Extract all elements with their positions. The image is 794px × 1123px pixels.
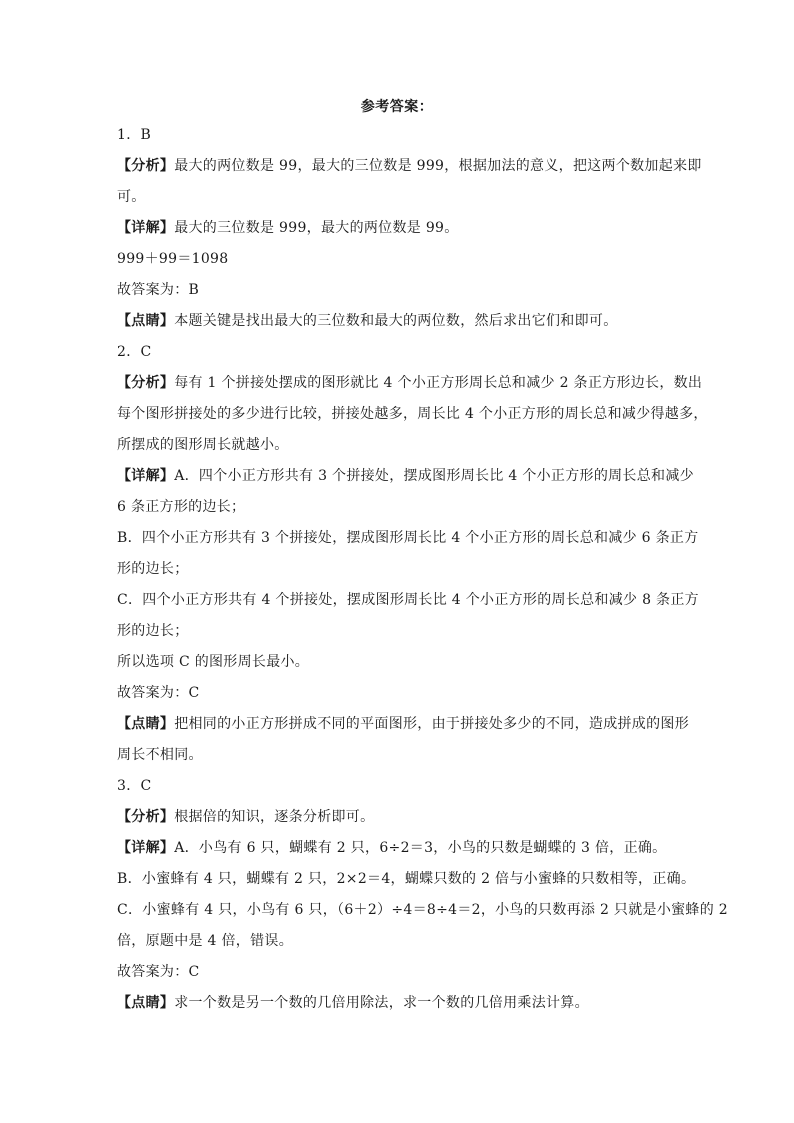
line-text: C．小蜜蜂有 4 只，小鸟有 6 只，（6＋2）÷4＝8÷4＝2，小鸟的只数再添 2 只就是小蜜蜂的 2 — [117, 902, 728, 918]
line-text: A．小鸟有 6 只，蝴蝶有 2 只，6÷2＝3，小鸟的只数是蝴蝶的 3 倍，正确。 — [174, 840, 667, 856]
line-text: 所摆成的图形周长就越小。 — [117, 437, 289, 453]
line-text: 故答案为：C — [117, 685, 200, 701]
text-line — [117, 461, 694, 492]
line-text: 形的边长； — [117, 561, 189, 577]
text-line — [117, 244, 682, 275]
line-text: B．四个小正方形共有 3 个拼接处，摆成图形周长比 4 个小正方形的周长总和减少 6 条正方 — [117, 530, 699, 546]
line-text: 故答案为：B — [117, 282, 200, 298]
text-line — [117, 492, 682, 523]
section-tag: 【分析】 — [117, 158, 175, 174]
text-line — [117, 399, 708, 430]
line-text: C．四个小正方形共有 4 个拼接处，摆成图形周长比 4 个小正方形的周长总和减少 8 条正方 — [117, 592, 699, 608]
line-text: 周长不相同。 — [117, 747, 203, 763]
line-text: 形的边长； — [117, 623, 189, 639]
line-text: 最大的三位数是 999，最大的两位数是 99。 — [174, 220, 459, 236]
text-line — [117, 740, 682, 771]
text-line — [117, 771, 682, 802]
section-tag: 【详解】 — [117, 468, 175, 484]
line-text: 可。 — [117, 189, 146, 205]
text-line — [117, 709, 690, 740]
text-line — [117, 182, 682, 213]
line-text: 根据倍的知识，逐条分析即可。 — [174, 809, 375, 825]
text-line — [117, 151, 702, 182]
line-text: 倍，原题中是 4 倍，错误。 — [117, 933, 294, 949]
text-line — [117, 988, 682, 1019]
text-line — [117, 306, 682, 337]
text-line — [117, 585, 699, 616]
line-text: 本题关键是找出最大的三位数和最大的两位数，然后求出它们和即可。 — [174, 313, 618, 329]
text-line — [117, 430, 682, 461]
line-text: 故答案为：C — [117, 964, 200, 980]
section-tag: 【详解】 — [117, 220, 175, 236]
section-tag: 【分析】 — [117, 375, 175, 391]
text-line — [117, 337, 682, 368]
text-line — [117, 275, 682, 306]
text-line — [117, 120, 682, 151]
page-title: 参考答案： — [360, 99, 434, 115]
line-text: 1．B — [117, 127, 152, 143]
text-line — [117, 678, 682, 709]
text-line — [117, 523, 699, 554]
line-text: 每个图形拼接处的多少进行比较，拼接处越多，周长比 4 个小正方形的周长总和减少得越多， — [117, 406, 708, 422]
text-line — [117, 368, 703, 399]
line-text: 最大的两位数是 99，最大的三位数是 999，根据加法的意义，把这两个数加起来即 — [174, 158, 702, 174]
text-line — [117, 895, 728, 926]
line-text: 999＋99＝1098 — [117, 251, 229, 267]
answer-content — [117, 120, 728, 1019]
text-line — [117, 616, 682, 647]
line-text: 每有 1 个拼接处摆成的图形就比 4 个小正方形周长总和减少 2 条正方形边长，数出 — [174, 375, 703, 391]
line-text: 所以选项 C 的图形周长最小。 — [117, 654, 310, 670]
section-tag: 【详解】 — [117, 840, 175, 856]
line-text: 2．C — [117, 344, 152, 360]
line-text: 求一个数是另一个数的几倍用除法，求一个数的几倍用乘法计算。 — [174, 995, 589, 1011]
line-text: 3．C — [117, 778, 152, 794]
line-text: B．小蜜蜂有 4 只，蝴蝶有 2 只，2×2＝4，蝴蝶只数的 2 倍与小蜜蜂的只数相等，正确。 — [117, 871, 696, 887]
text-line — [117, 213, 682, 244]
line-text: 6 条正方形的边长； — [117, 499, 246, 515]
line-text: 把相同的小正方形拼成不同的平面图形，由于拼接处多少的不同，造成拼成的图形 — [174, 716, 690, 732]
section-tag: 【分析】 — [117, 809, 175, 825]
section-tag: 【点睛】 — [117, 716, 175, 732]
text-line — [117, 802, 682, 833]
text-line — [117, 833, 682, 864]
section-tag: 【点睛】 — [117, 313, 175, 329]
section-tag: 【点睛】 — [117, 995, 175, 1011]
text-line — [117, 864, 696, 895]
text-line — [117, 554, 682, 585]
line-text: A．四个小正方形共有 3 个拼接处，摆成图形周长比 4 个小正方形的周长总和减少 — [174, 468, 694, 484]
text-line — [117, 957, 682, 988]
text-line — [117, 926, 682, 957]
text-line — [117, 647, 682, 678]
